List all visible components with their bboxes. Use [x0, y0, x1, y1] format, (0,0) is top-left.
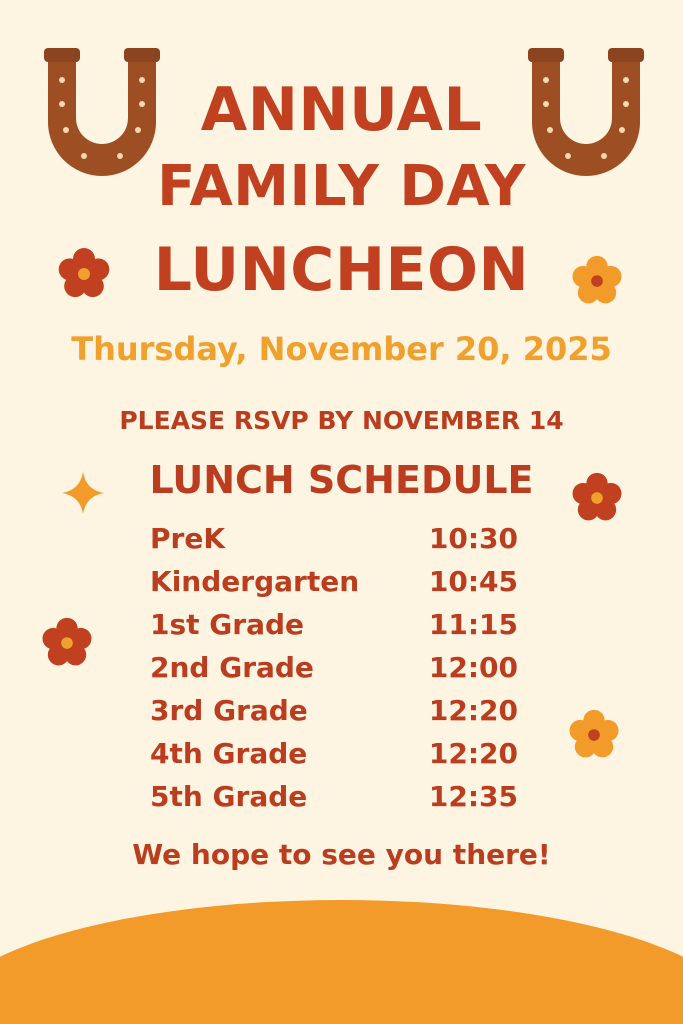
schedule-row	[150, 522, 530, 565]
schedule-row	[150, 737, 530, 780]
lunch-time: 12:20	[428, 737, 518, 770]
schedule-row	[150, 651, 530, 694]
grade-label: 1st Grade	[150, 608, 304, 641]
schedule-row	[150, 608, 530, 651]
flower-icon-red-left	[36, 612, 98, 674]
closing-message: We hope to see you there!	[132, 838, 551, 871]
lunch-time: 12:00	[428, 651, 518, 684]
title-line-3: LUNCHEON	[153, 235, 530, 305]
orange-hill-decoration	[0, 900, 683, 1024]
grade-label: 2nd Grade	[150, 651, 314, 684]
grade-label: Kindergarten	[150, 565, 360, 598]
rsvp-notice: PLEASE RSVP BY NOVEMBER 14	[119, 406, 564, 435]
schedule-row	[150, 694, 530, 737]
lunch-schedule	[150, 522, 530, 823]
grade-label: PreK	[150, 522, 226, 555]
lunch-time: 11:15	[428, 608, 518, 641]
lunch-time: 12:20	[428, 694, 518, 727]
grade-label: 4th Grade	[150, 737, 308, 770]
grade-label: 5th Grade	[150, 780, 308, 813]
schedule-row	[150, 780, 530, 823]
schedule-row	[150, 565, 530, 608]
grade-label: 3rd Grade	[150, 694, 308, 727]
title-line-1: ANNUAL	[200, 75, 483, 145]
event-date: Thursday, November 20, 2025	[71, 330, 612, 368]
lunch-time: 10:30	[428, 522, 518, 555]
lunch-time: 10:45	[428, 565, 518, 598]
flower-icon-orange-bottom-right	[563, 704, 625, 766]
title-line-2: FAMILY DAY	[157, 154, 526, 219]
schedule-heading: LUNCH SCHEDULE	[149, 458, 534, 502]
lunch-time: 12:35	[428, 780, 518, 813]
